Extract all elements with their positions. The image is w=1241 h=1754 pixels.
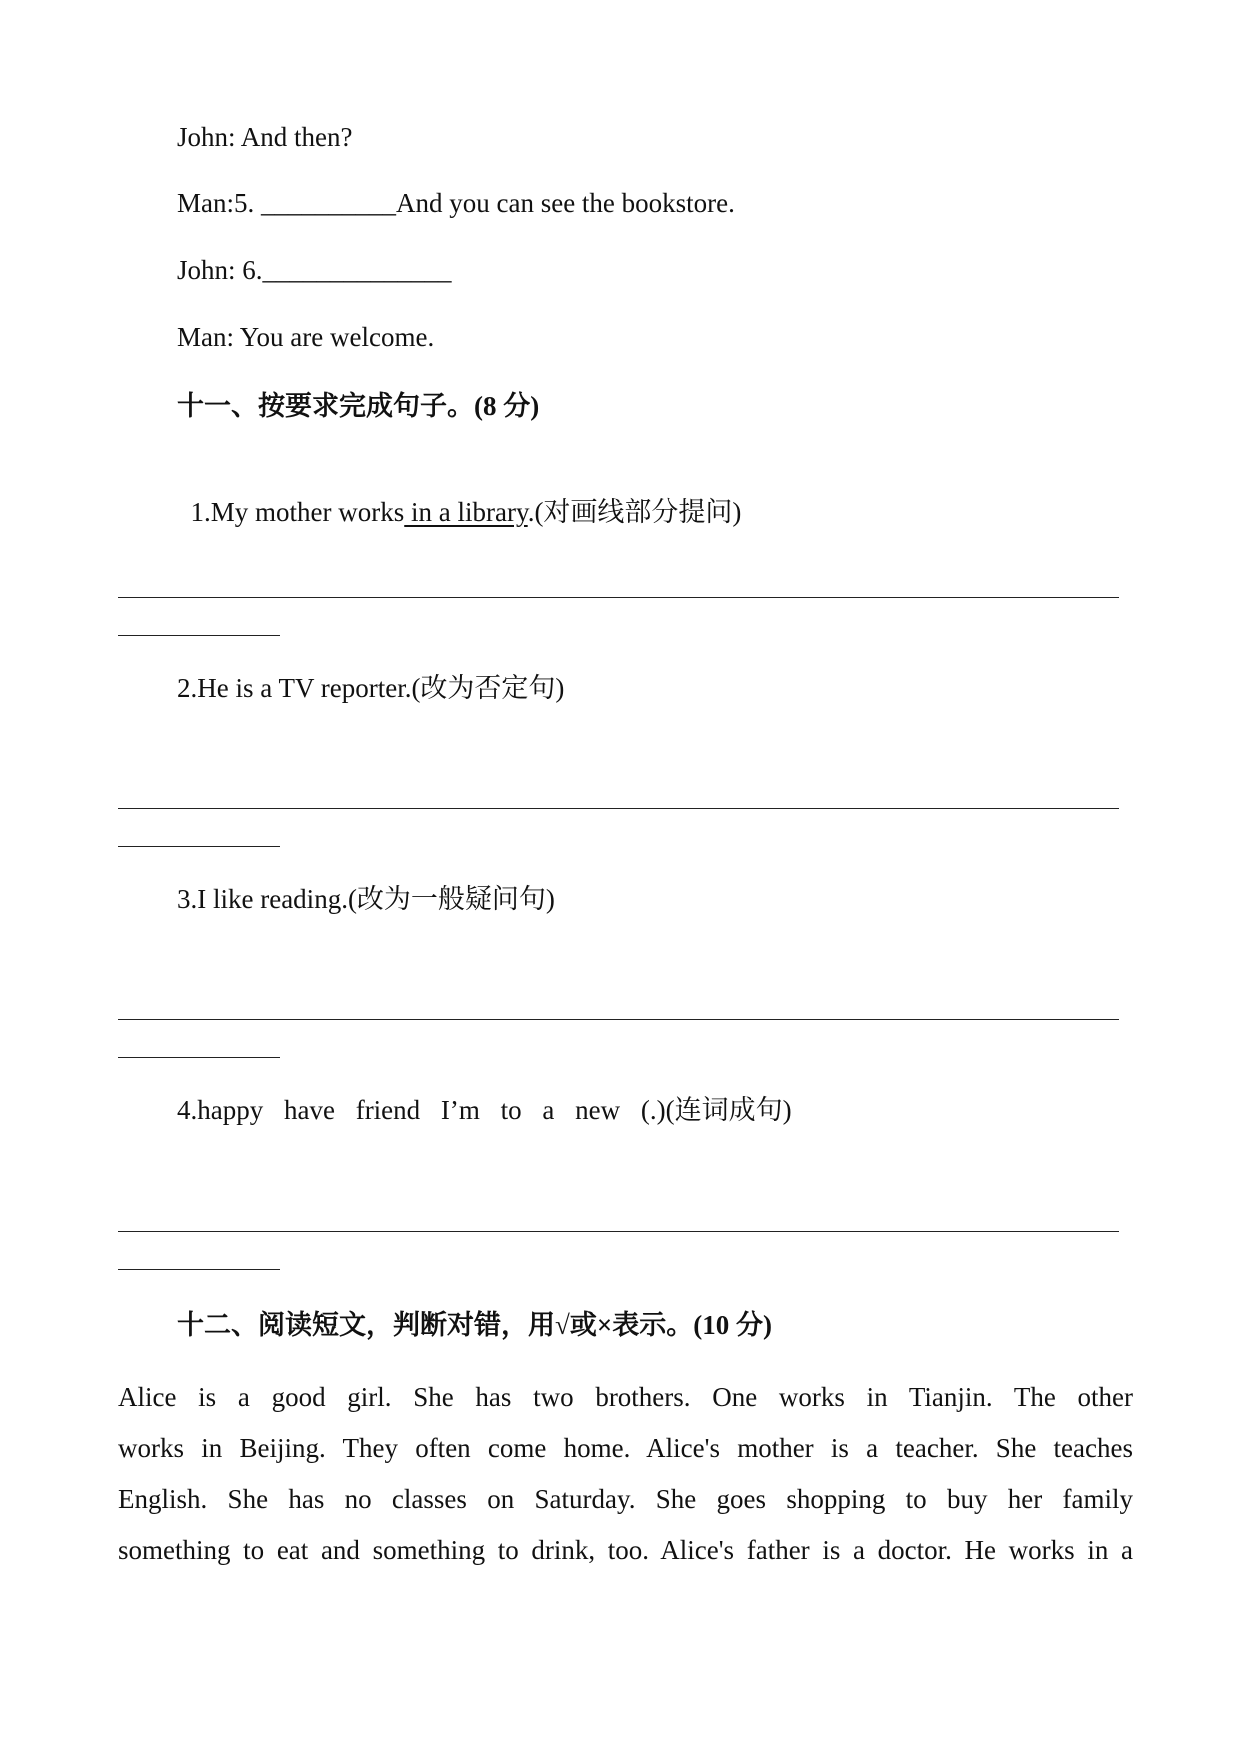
answer-line-1b[interactable] (118, 635, 280, 636)
question-4: 4.happy have friend I’m to a new (.)(连词成句) (177, 1095, 792, 1125)
passage-line-4: something to eat and something to drink, too. Alice's father is a doctor. He works in a (118, 1535, 1133, 1565)
question-3: 3.I like reading.(改为一般疑问句) (177, 884, 555, 914)
answer-line-2b[interactable] (118, 846, 280, 847)
answer-line-4a[interactable] (118, 1231, 1119, 1232)
section-11-heading: 十一、按要求完成句子。(8 分) (177, 391, 540, 421)
question-1-prefix: 1.My mother works (190, 497, 405, 527)
passage-line-1: Alice is a good girl. She has two brothers. One works in Tianjin. The other (118, 1382, 1133, 1412)
question-1-suffix: .(对画线部分提问) (527, 497, 742, 527)
dialogue-line-4: Man: You are welcome. (177, 322, 435, 352)
answer-line-1a[interactable] (118, 597, 1119, 598)
passage-line-2: works in Beijing. They often come home. Alice's mother is a teacher. She teaches (118, 1433, 1133, 1463)
answer-line-2a[interactable] (118, 808, 1119, 809)
answer-line-3a[interactable] (118, 1019, 1119, 1020)
question-1-underlined: in a library (404, 497, 528, 527)
dialogue-line-3: John: 6.______________ (177, 255, 452, 285)
passage-line-3: English. She has no classes on Saturday. She goes shopping to buy her family (118, 1484, 1133, 1514)
dialogue-line-2: Man:5. __________And you can see the bookstore. (177, 188, 735, 218)
answer-line-4b[interactable] (118, 1269, 280, 1270)
answer-line-3b[interactable] (118, 1057, 280, 1058)
question-1 (177, 461, 741, 529)
question-2: 2.He is a TV reporter.(改为否定句) (177, 673, 565, 703)
section-12-heading: 十二、阅读短文，判断对错，用√或×表示。(10 分) (177, 1310, 772, 1340)
dialogue-line-1: John: And then? (177, 122, 353, 152)
